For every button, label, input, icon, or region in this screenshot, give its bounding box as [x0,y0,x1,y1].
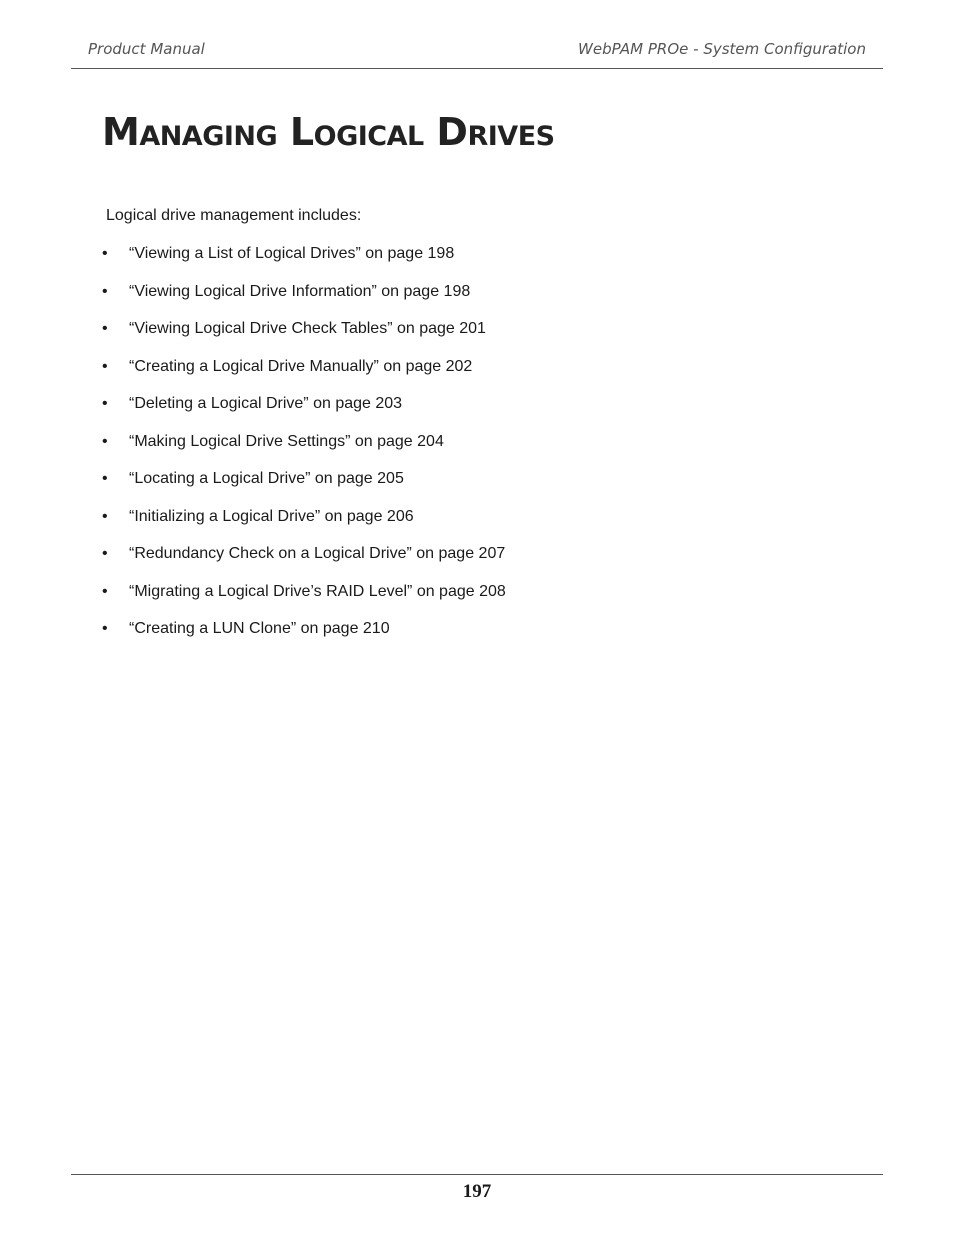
bullet-icon: • [102,357,108,375]
topic-link[interactable]: “Creating a Logical Drive Manually” on page 202 [129,357,473,375]
bullet-icon: • [102,470,108,487]
footer-divider [71,1174,883,1175]
bullet-icon: • [102,582,108,600]
header-divider [71,68,883,69]
bullet-icon: • [102,620,108,637]
header-document-title: Product Manual [88,40,205,58]
intro-text: Logical drive management includes: [106,207,362,224]
topic-link[interactable]: “Locating a Logical Drive” on page 205 [129,470,404,487]
bullet-icon: • [102,545,108,562]
topic-link[interactable]: “Viewing a List of Logical Drives” on page 198 [129,245,455,262]
topic-link[interactable]: “Making Logical Drive Settings” on page 204 [129,432,444,450]
topic-link[interactable]: “Viewing Logical Drive Information” on page 198 [129,282,471,300]
bullet-icon: • [102,432,108,450]
page-number: 197 [462,1181,492,1202]
topic-link[interactable]: “Initializing a Logical Drive” on page 206 [129,507,414,525]
bullet-icon: • [102,282,108,300]
topic-link[interactable]: “Migrating a Logical Drive’s RAID Level” on page 208 [129,582,506,600]
bullet-icon: • [102,507,108,525]
topic-link[interactable]: “Redundancy Check on a Logical Drive” on page 207 [129,545,506,562]
bullet-icon: • [102,245,108,262]
bullet-icon: • [102,395,108,412]
topic-link[interactable]: “Deleting a Logical Drive” on page 203 [129,395,403,412]
topic-link[interactable]: “Creating a LUN Clone” on page 210 [129,620,390,637]
page-title: Managing Logical Drives [102,110,555,154]
bullet-icon: • [102,320,108,337]
header-section-title: WebPAM PROe - System Configuration [578,40,866,58]
topic-link[interactable]: “Viewing Logical Drive Check Tables” on page 201 [129,320,486,337]
